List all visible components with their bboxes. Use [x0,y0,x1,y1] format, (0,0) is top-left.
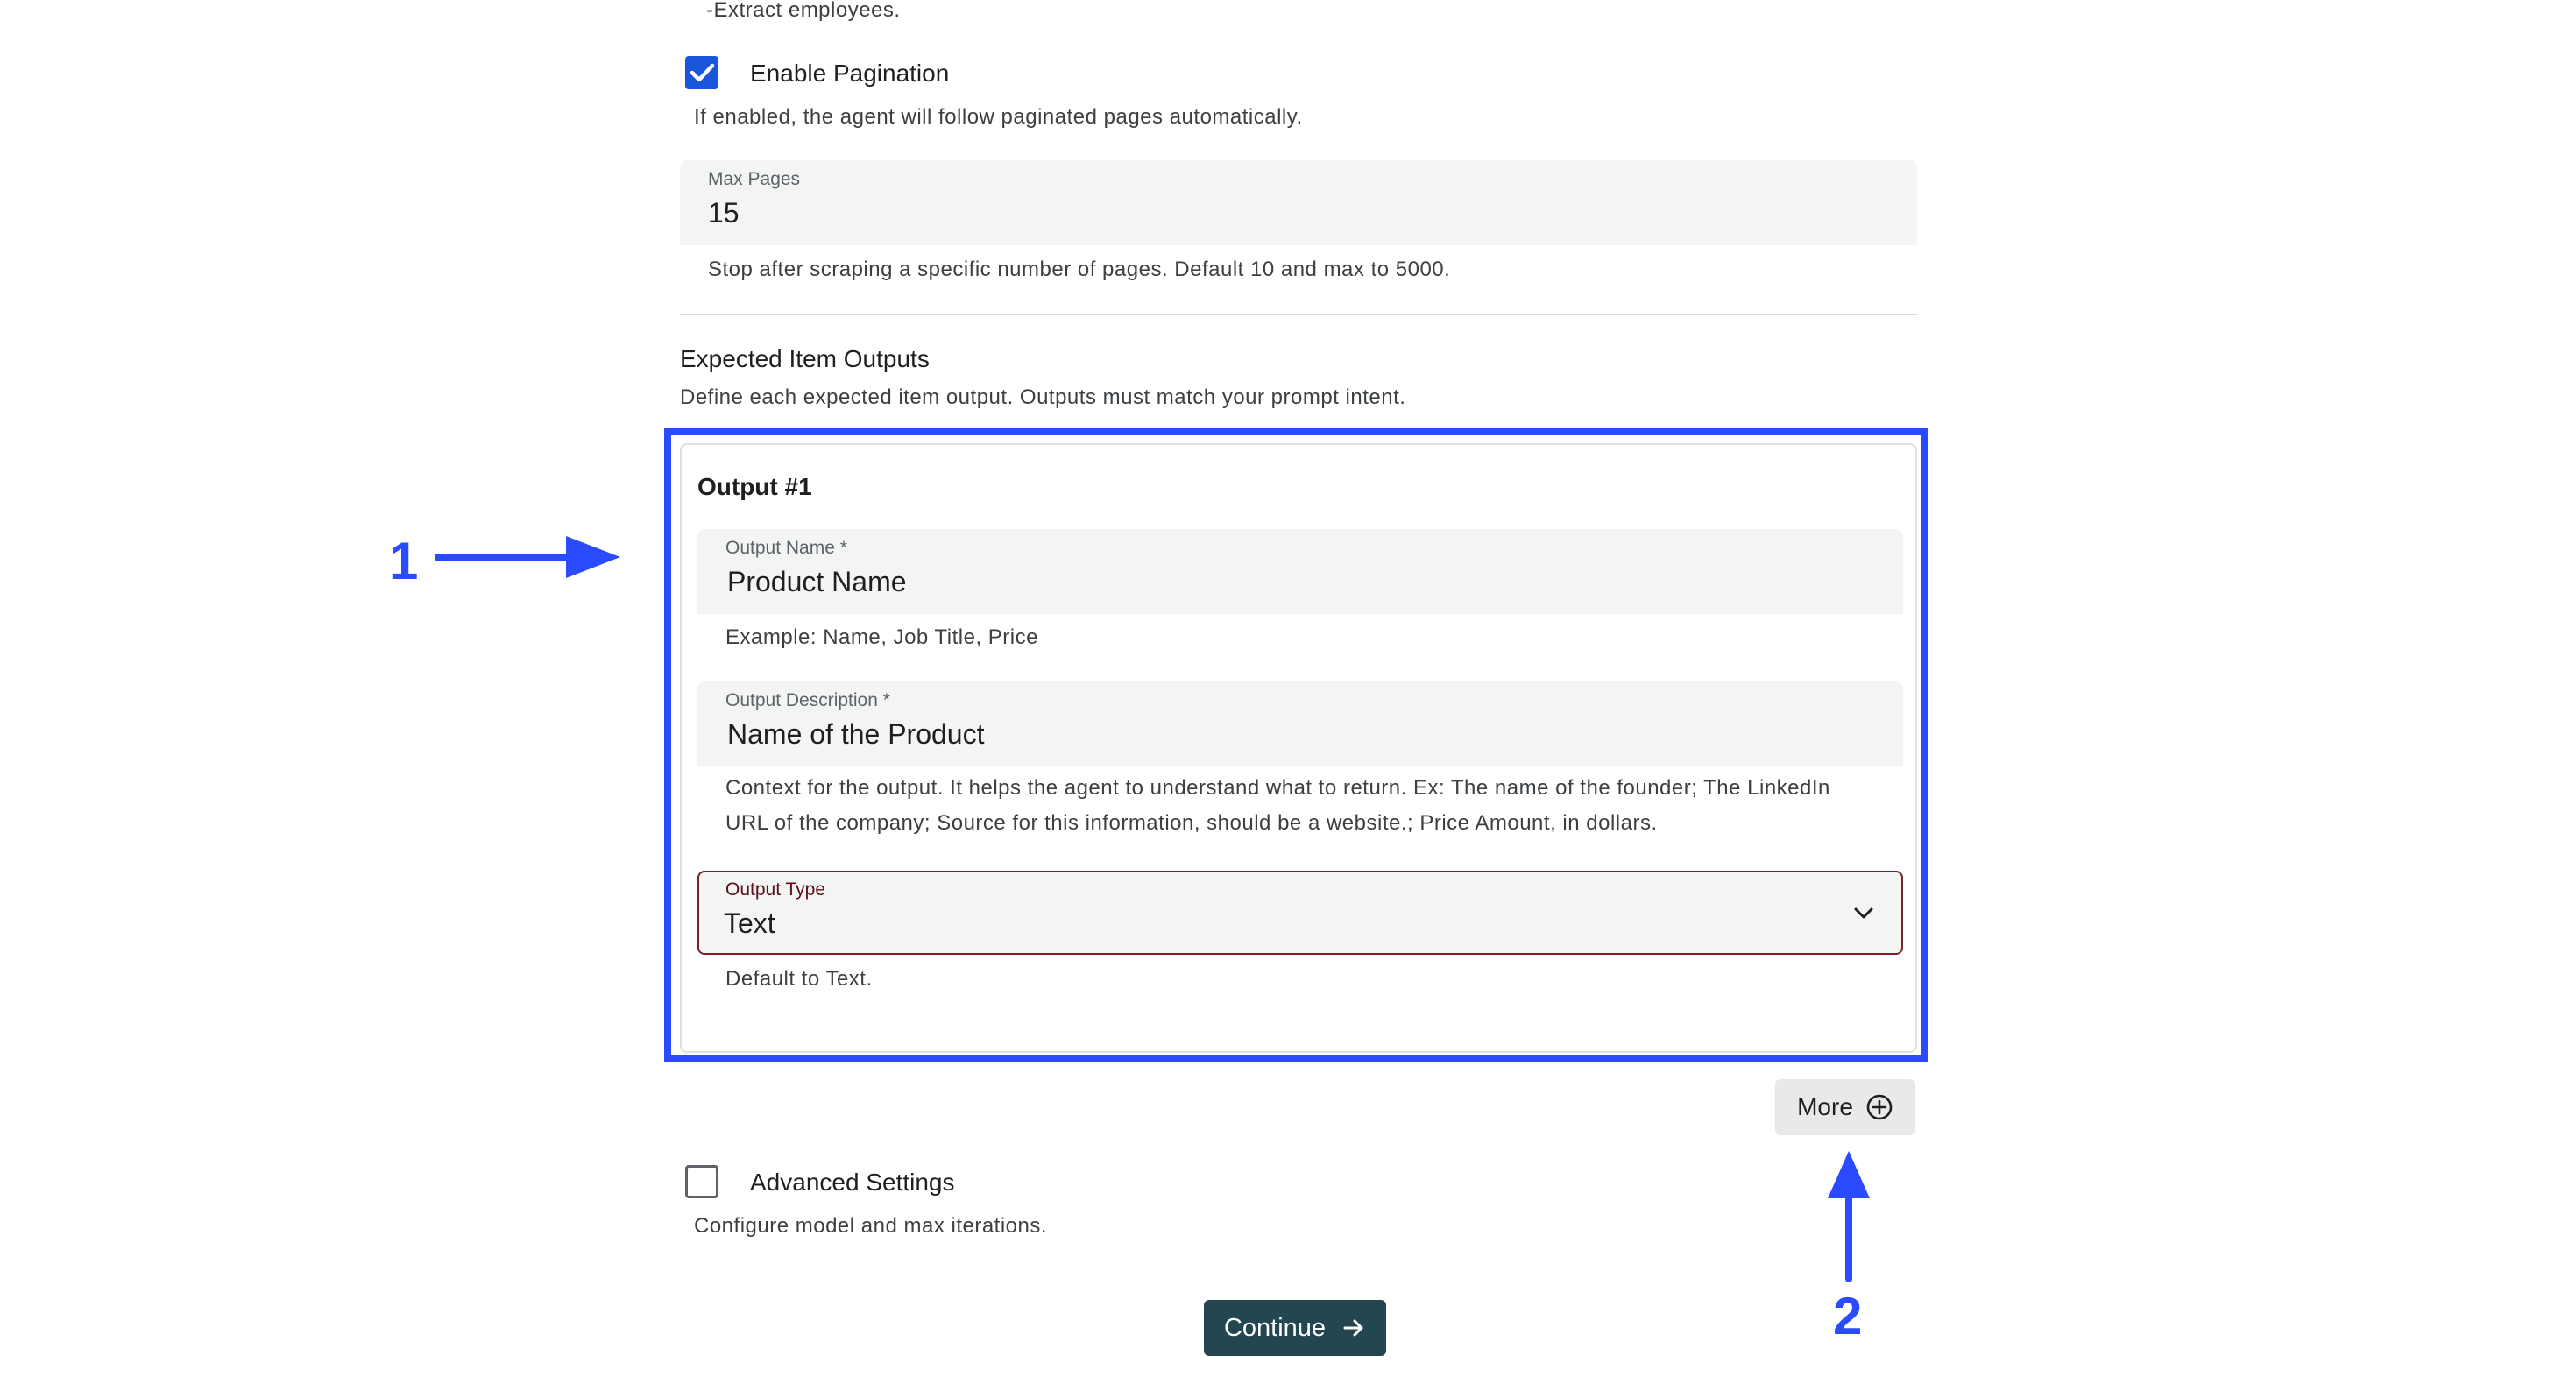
advanced-settings-label[interactable]: Advanced Settings [750,1169,955,1196]
outputs-section-title: Expected Item Outputs [680,345,930,372]
output-description-helper-line-1: Context for the output. It helps the agent to understand what to return. Ex: The name of the founder; The LinkedIn [725,776,1830,800]
pagination-checkbox[interactable] [685,56,718,89]
output-card [680,443,1917,1053]
max-pages-input[interactable]: 15 [708,197,740,229]
output-description-helper-line-2: URL of the company; Source for this information, should be a website.; Price Amount, in dollars. [725,811,1658,835]
output-description-label: Output Description * [725,690,890,710]
pagination-helper: If enabled, the agent will follow paginated pages automatically. [694,105,1303,129]
output-name-label: Output Name * [725,538,847,558]
plus-circle-icon [1865,1093,1893,1121]
max-pages-helper: Stop after scraping a specific number of pages. Default 10 and max to 5000. [708,258,1451,281]
continue-button-label: Continue [1223,1313,1327,1342]
top-note: -Extract employees. [706,0,901,22]
pagination-label[interactable]: Enable Pagination [750,60,950,87]
output-name-input[interactable]: Product Name [727,566,907,597]
chevron-down-icon[interactable] [1852,902,1875,925]
max-pages-field[interactable] [680,160,1917,245]
output-description-input[interactable]: Name of the Product [727,718,985,750]
output-name-helper: Example: Name, Job Title, Price [725,625,1038,649]
annotation-arrow-up-icon [1822,1147,1875,1288]
annotation-marker-1: 1 [389,532,419,590]
arrow-right-icon [1341,1316,1366,1340]
output-type-value: Text [724,907,775,939]
check-icon [685,56,718,89]
advanced-settings-checkbox[interactable] [685,1165,718,1198]
output-type-select[interactable] [697,871,1903,955]
output-description-field[interactable] [697,681,1903,766]
output-type-helper: Default to Text. [725,967,873,991]
continue-button[interactable] [1204,1300,1386,1356]
advanced-settings-helper: Configure model and max iterations. [694,1214,1048,1238]
output-card-title: Output #1 [697,473,812,500]
more-button-label: More [1797,1093,1853,1120]
max-pages-label: Max Pages [708,169,801,189]
output-name-field[interactable] [697,529,1903,614]
annotation-arrow-right-icon [435,531,627,583]
output-type-label: Output Type [725,879,826,900]
outputs-section-description: Define each expected item output. Outputs must match your prompt intent. [680,385,1406,409]
section-divider [680,314,1917,315]
annotation-marker-2: 2 [1833,1287,1863,1345]
more-button[interactable] [1775,1079,1915,1135]
